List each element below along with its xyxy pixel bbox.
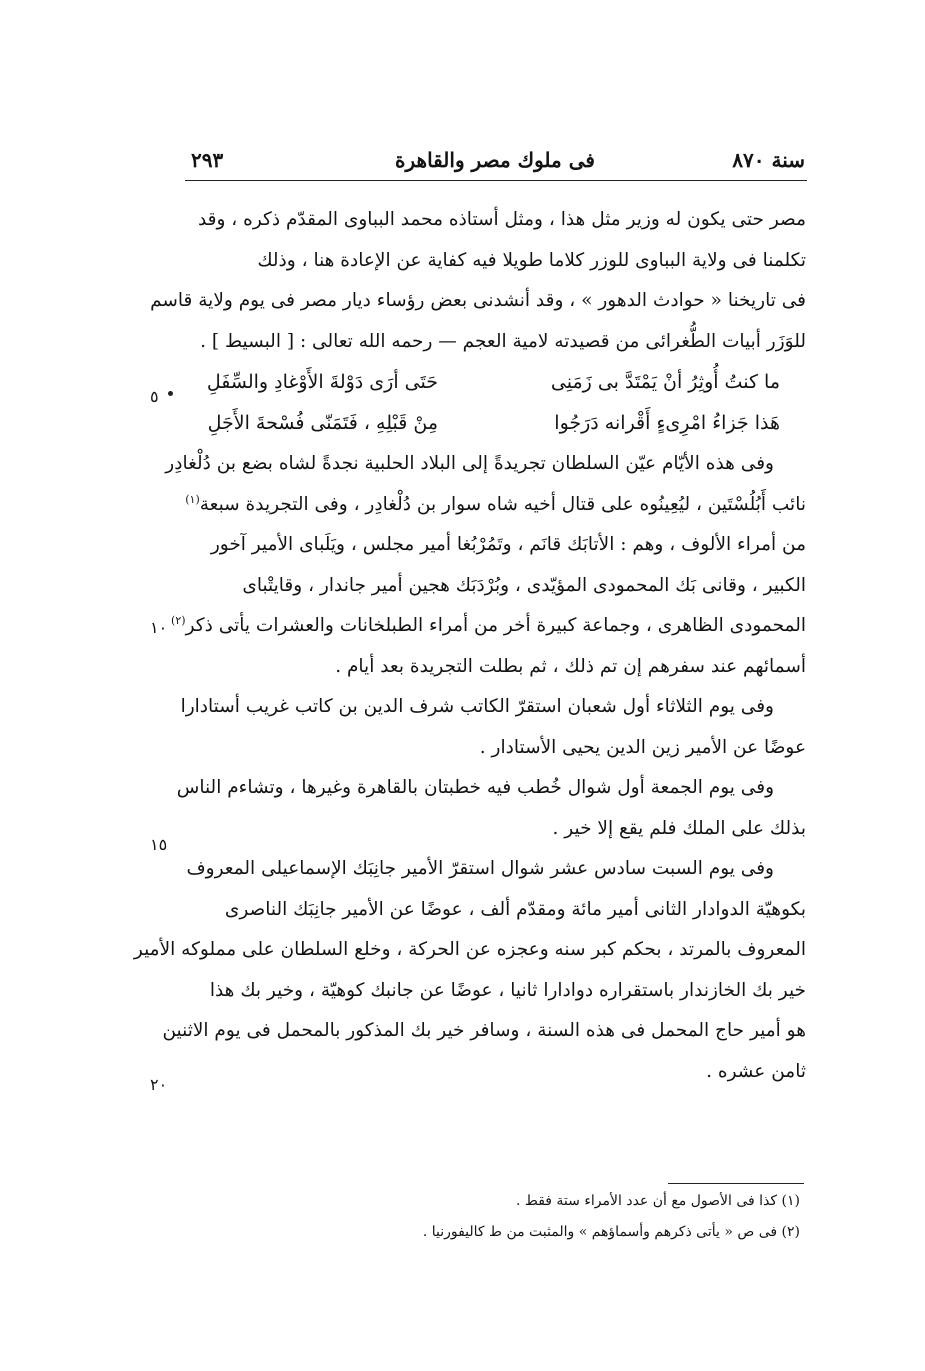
header-title: فى ملوك مصر والقاهرة	[395, 148, 595, 172]
verse-second-hemistich: حَتَى أرَى دَوْلةَ الأَوْغادِ والسِّفَلِ	[206, 371, 438, 393]
verse-line	[188, 403, 806, 444]
footnote: (٢) فى ص « يأتى ذكرهم وأسماؤهم » والمثبت من ط كاليفورنيا .	[422, 1224, 800, 1240]
footnote: (١) كذا فى الأصول مع أن عدد الأمراء ستة فقط .	[516, 1193, 800, 1209]
text-line	[185, 485, 806, 526]
header-rule	[185, 180, 807, 181]
text-line: وفى يوم الثلاثاء أول شعبان استقرّ الكاتب شرف الدين بن كاتب غريب أستادارا	[180, 696, 774, 717]
footnotes	[300, 1186, 800, 1248]
text-span: المحمودى الظاهرى ، وجماعة كبيرة أخر من أمراء الطبلخانات والعشرات يأتى ذكر	[185, 615, 806, 636]
text-line: مصر حتى يكون له وزير مثل هذا ، ومثل أستاذه محمد البباوى المقدّم ذكره ، وقد	[197, 209, 806, 230]
text-line: تكلمنا فى ولاية البباوى للوزر كلاما طويلا فيه كفاية عن الإعادة هنا ، وذلك	[257, 249, 806, 271]
header-year: سنة ٨٧٠	[732, 148, 805, 172]
page-number: ٢٩٣	[191, 148, 224, 172]
text-line: عوضًا عن الأمير زين الدين يحيى الأستادار .	[479, 736, 806, 758]
text-line: فى تاريخنا « حوادث الدهور » ، وقد أنشدنى بعض رؤساء ديار مصر فى يوم ولاية قاسم	[150, 290, 806, 311]
margin-line-number: ١٠	[150, 618, 168, 637]
text-line: الكبير ، وقانى بَك المحمودى المؤيّدى ، وبُرْدَبَك هجين أمير جاندار ، وقايتْباى	[242, 574, 806, 596]
text-line: وفى يوم الجمعة أول شوال خُطب فيه خطبتان بالقاهرة وغيرها ، وتشاءم الناس	[176, 777, 774, 798]
text-line: ثامن عشره .	[706, 1060, 806, 1082]
text-line: المعروف بالمرتد ، بحكم كبر سنه وعجزه عن الحركة ، وخلع السلطان على مملوكه الأمير	[133, 939, 806, 960]
text-span: نائب أَبُلُسْتَين ، ليُعِينُوه على قتال أخيه شاه سوار بن دُلْغادِر ، وفى التجريدة سبعة	[199, 493, 806, 515]
text-line: أسمائهم عند سفرهم إن تم ذلك ، ثم بطلت التجريدة بعد أيام .	[335, 655, 806, 677]
text-line	[171, 606, 806, 647]
text-line: بذلك على الملك فلم يقع إلا خير .	[552, 817, 806, 839]
margin-line-number: ١٥	[150, 835, 168, 854]
verse-first-hemistich: هَذا جَزاءُ امْرِىءٍ أَقْرانه دَرَجُوا	[554, 412, 780, 434]
text-line: من أمراء الألوف ، وهم : الأتابَك قانَم ، وتَمُرْبُغا أمير مجلس ، ويَلَباى الأمير آخور	[210, 534, 806, 555]
margin-line-number: ٥	[150, 387, 159, 406]
margin-line-number: ٢٠	[150, 1075, 168, 1094]
running-header	[185, 148, 805, 182]
text-line: وفى هذه الأيّام عيّن السلطان تجريدةً إلى البلاد الحلبية نجدةً لشاه بضع بن دُلْغادِر	[165, 453, 774, 474]
text-line: هو أمير حاج المحمل فى هذه السنة ، وسافر خير بك المذكور بالمحمل فى يوم الاثنين	[162, 1020, 806, 1041]
verse-line	[188, 362, 806, 403]
footnote-rule	[668, 1183, 804, 1184]
verse-second-hemistich: مِنْ قَبْلِهِ ، فَتَمَنّى فُسْحةَ الأَجَلِ	[207, 412, 438, 434]
text-line: خير بك الخازندار باستقراره دوادارا ثانيا ، عوضًا عن جانبك كوهيّة ، وخير بك هذا	[209, 979, 806, 1001]
verse-first-hemistich: ما كنتُ أُوثِرُ أنْ يَمْتَدَّ بى زَمَنِى	[550, 371, 780, 393]
text-line: بكوهيّة الدوادار الثانى أمير مائة ومقدّم ألف ، عوضًا عن الأمير جانِبَك الناصرى	[224, 898, 806, 920]
text-line: للوَزَر أبيات الطُّغرائى من قصيدته لامية العجم — رحمه الله تعالى : [ البسيط ] .	[200, 330, 806, 352]
text-line: وفى يوم السبت سادس عشر شوال استقرّ الأمير جانِبَك الإسماعيلى المعروف	[186, 858, 774, 879]
footnote-ref-1: (١)	[185, 492, 200, 506]
footnote-ref-2: (٢)	[171, 613, 186, 627]
margin-dot	[168, 391, 173, 396]
